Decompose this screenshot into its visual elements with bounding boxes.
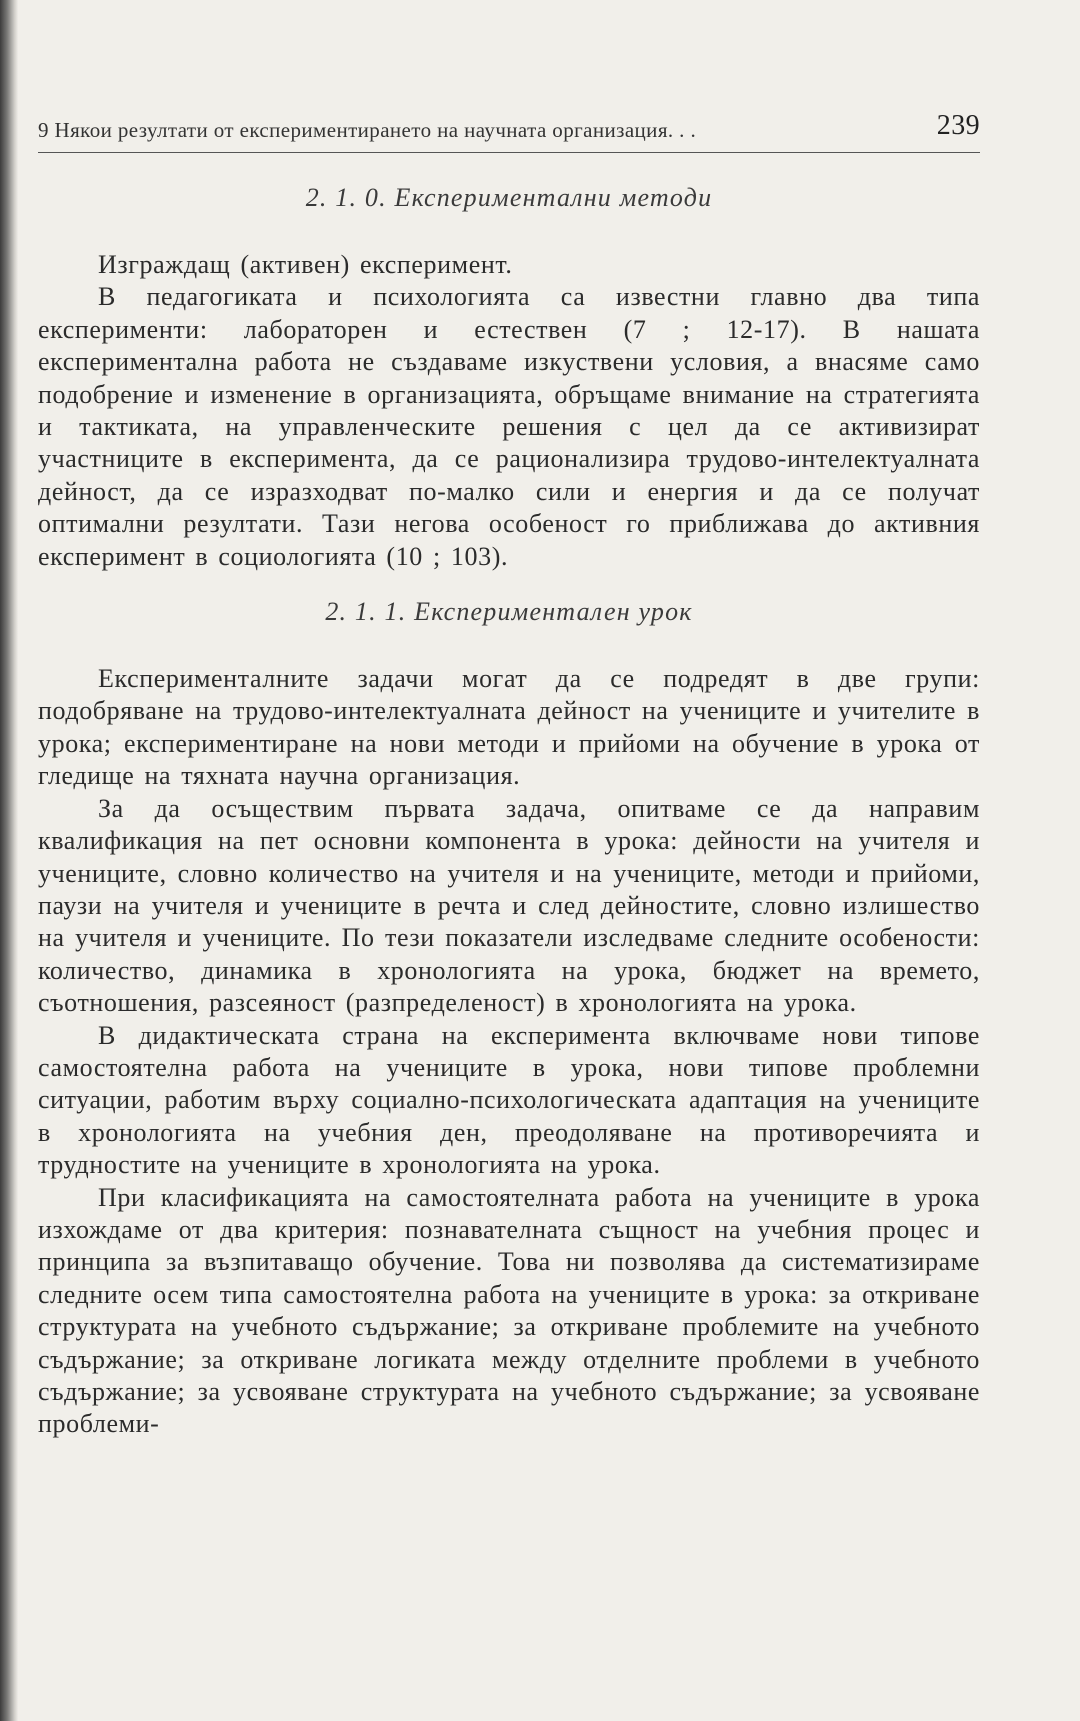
paragraph-classification: При класификацията на самостоятелната работа на учениците в урока изхождаме от два критерия: познавателната същност на учебния процес и принципа за възпитаващо обучение. Това ни позволява да систематизираме следните осем типа самостоятелна работа на учениците в урока: за откриване структурата на учебното съдържание; за откриване проблемите на учебното съдържание; за откриване логиката между отделните проблеми в учебното съдържание; за усвояване структурата на учебното съдържание; за усвояване проблеми- bbox=[38, 1182, 980, 1439]
paragraph-experiment-types: В педагогиката и психологията са известни главно два типа експерименти: лабораторен и естествен (7 ; 12-17). В нашата експериментална работа не създаваме изкуствени условия, а внасяме само подобрение и изменение в организацията, обръщаме внимание на стратегията и тактиката, на управленческите решения с цел да се активизират участниците в експеримента, да се рационализира трудово-интелектуалната дейност, да се изразходват по-малко сили и енергия и да се получат оптимални резултати. Тази негова особеност го приближава до активния експеримент в социологията (10 ; 103). bbox=[38, 282, 980, 571]
paragraph-active-experiment: Изграждащ (активен) експеримент. bbox=[98, 250, 513, 279]
paragraph-didactic-side: В дидактическата страна на експеримента включваме нови типове самостоятелна работа на учениците в урока, нови типове проблемни ситуации, работим върху социално-психологическата адаптация на учениците в хронологията на учебния ден, преодоляване на противоречията и трудностите на учениците в хронологията на урока. bbox=[38, 1020, 980, 1180]
running-head bbox=[38, 110, 980, 150]
running-title: 9 Някои резултати от експериментирането на научната организация. . . bbox=[38, 118, 697, 142]
section-heading-experimental-lesson: 2. 1. 1. Експериментален урок bbox=[325, 597, 693, 627]
header-rule bbox=[38, 152, 980, 153]
paragraph-first-task: За да осъществим първата задача, опитваме се да направим квалификация на пет основни компонента в урока: дейности на учителя и учениците, словно количество на учителя и на учениците, методи и прийоми, паузи на учителя и учениците в речта и след дейностите, словно излишество на учителя и учениците. По тези показатели изследваме следните особености: количество, динамика в хронологията на урока, бюджет на времето, съотношения, разсеяност (разпределеност) в хронологията на урока. bbox=[38, 793, 980, 1018]
book-spine-shadow bbox=[0, 0, 18, 1721]
section-heading-experimental-methods: 2. 1. 0. Експериментални методи bbox=[305, 183, 713, 212]
page-number: 239 bbox=[936, 110, 980, 141]
book-page bbox=[38, 110, 980, 1441]
paragraph-experimental-tasks: Експерименталните задачи могат да се подредят в две групи: подобряване на трудово-интелектуалната дейност на учениците и учителите в урока; експериментиране на нови методи и прийоми на обучение в урока от гледище на тяхната научна организация. bbox=[38, 664, 980, 791]
